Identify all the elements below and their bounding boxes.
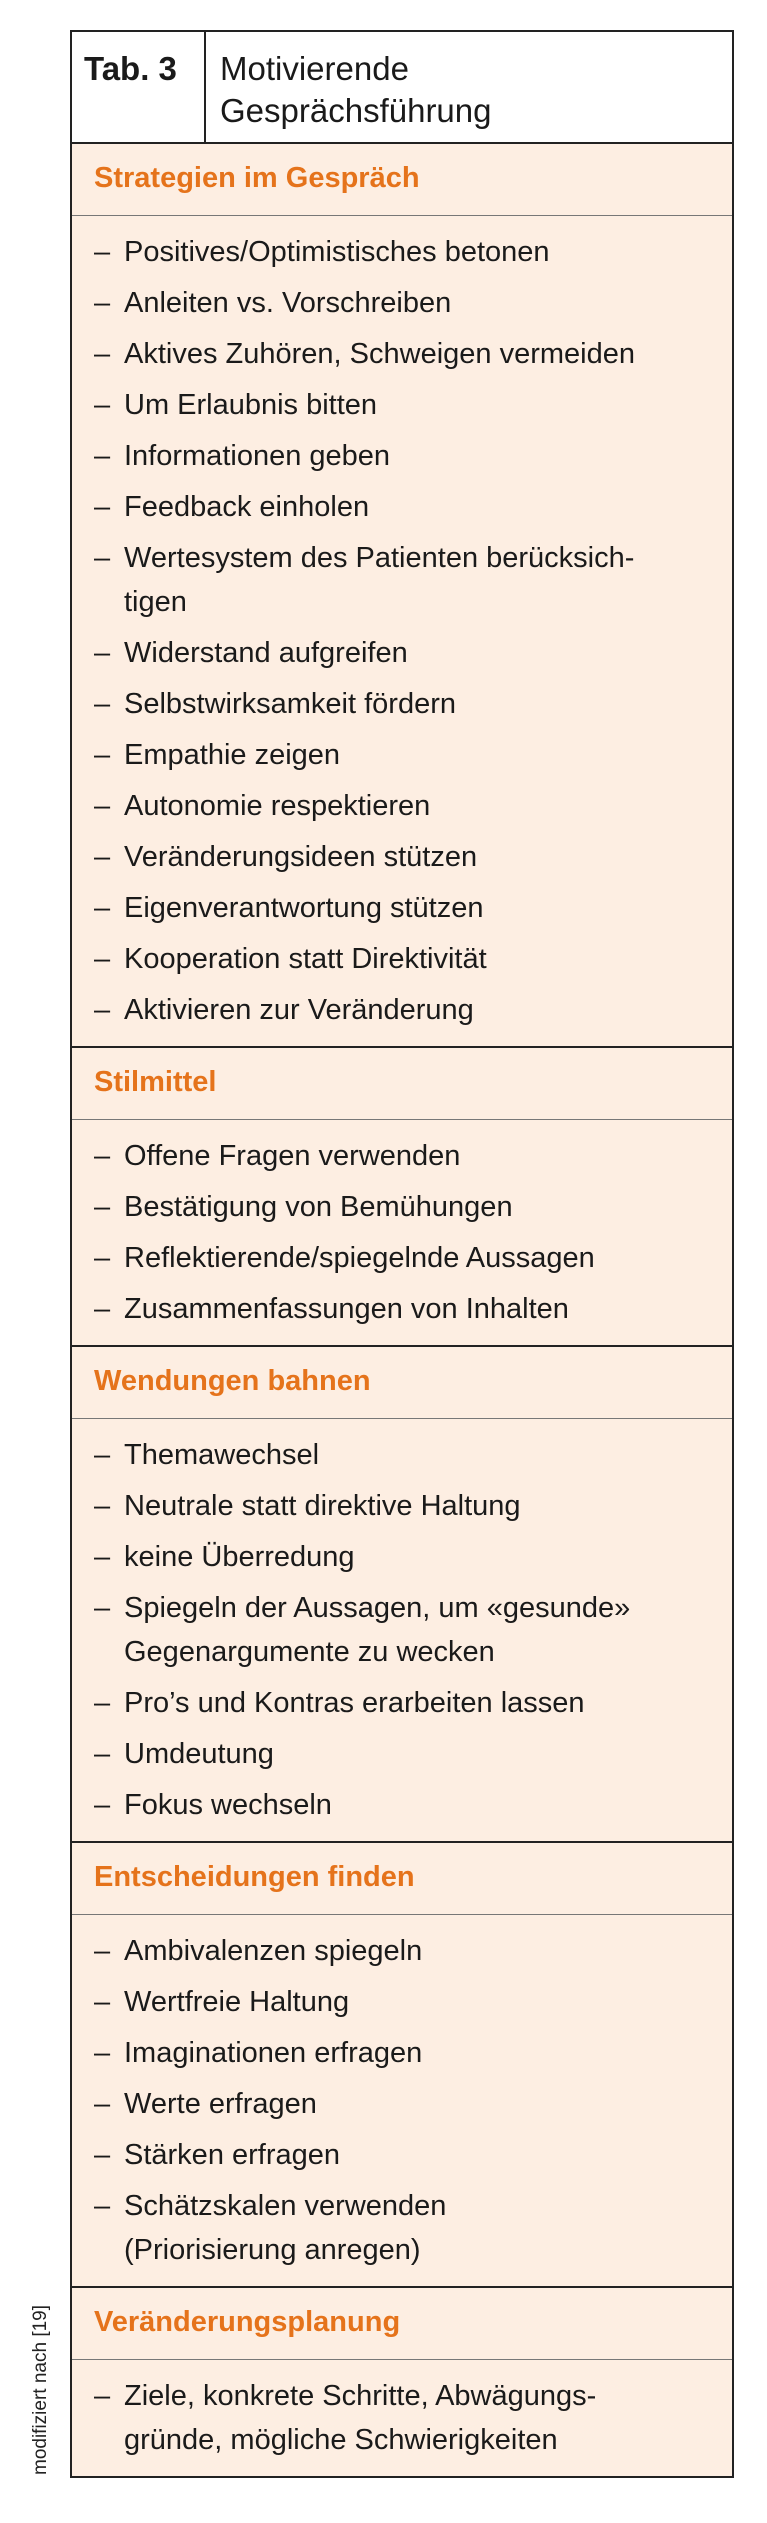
dash-bullet: – [94, 1986, 111, 2018]
list-item [72, 230, 732, 274]
list-item-text: Aktivieren zur Veränderung [124, 994, 474, 1026]
dash-bullet: – [94, 1592, 111, 1624]
list-item-text: Fokus wechseln [124, 1789, 332, 1821]
list-item-text: Bestätigung von Bemühungen [124, 1191, 513, 1223]
list-item-text: Imaginationen erfragen [124, 2037, 423, 2069]
list-item [72, 1236, 732, 1280]
section-heading: Veränderungsplanung [72, 2288, 732, 2360]
dash-bullet: – [94, 1439, 111, 1471]
section-body [72, 1915, 732, 2288]
list-item [72, 1929, 732, 1973]
list-item-text: Werte erfragen [124, 2088, 317, 2120]
list-item-text: Neutrale statt direktive Haltung [124, 1490, 521, 1522]
dash-bullet: – [94, 236, 111, 268]
list-item [72, 281, 732, 325]
dash-bullet: – [94, 287, 111, 319]
list-item [72, 536, 732, 624]
list-item-text: Empathie zeigen [124, 739, 341, 771]
dash-bullet: – [94, 2139, 111, 2171]
list-item [72, 1535, 732, 1579]
section-body [72, 216, 732, 1048]
dash-bullet: – [94, 2088, 111, 2120]
dash-bullet: – [94, 1687, 111, 1719]
list-item [72, 2184, 732, 2272]
dash-bullet: – [94, 491, 111, 523]
list-item [72, 1586, 732, 1674]
list-item-text: Wertfreie Haltung [124, 1986, 350, 2018]
list-item-text: Informationen geben [124, 440, 391, 472]
list-item-text: Spiegeln der Aussagen, um «gesunde» Gegenargumente zu wecken [124, 1592, 631, 1668]
dash-bullet: – [94, 637, 111, 669]
list-item [72, 1980, 732, 2024]
source-note: modifiziert nach [19] [30, 2304, 51, 2475]
dash-bullet: – [94, 2037, 111, 2069]
list-item [72, 1783, 732, 1827]
table [70, 30, 734, 2478]
list-item [72, 485, 732, 529]
list-item-text: Pro’s und Kontras erarbeiten lassen [124, 1687, 585, 1719]
dash-bullet: – [94, 542, 111, 574]
dash-bullet: – [94, 1738, 111, 1770]
list-item-text: Um Erlaubnis bitten [124, 389, 378, 421]
list-item-text: Feedback einholen [124, 491, 370, 523]
list-item-text: Widerstand aufgreifen [124, 637, 408, 669]
list-item-text: Stärken erfragen [124, 2139, 341, 2171]
list-item [72, 1484, 732, 1528]
list-item-text: Ziele, konkrete Schritte, Abwägungs- gründe, mögliche Schwierigkeiten [124, 2380, 597, 2456]
dash-bullet: – [94, 994, 111, 1026]
list-item-text: Eigenverantwortung stützen [124, 892, 484, 924]
list-item-text: Umdeutung [124, 1738, 274, 1770]
list-item [72, 2374, 732, 2462]
dash-bullet: – [94, 2190, 111, 2222]
list-item-text: Ambivalenzen spiegeln [124, 1935, 423, 1967]
dash-bullet: – [94, 1191, 111, 1223]
list-item-text: Selbstwirksamkeit fördern [124, 688, 456, 720]
table-title-line: Gesprächsführung [220, 92, 492, 129]
list-item-text: Themawechsel [124, 1439, 320, 1471]
list-item [72, 2133, 732, 2177]
list-item-text: Veränderungsideen stützen [124, 841, 478, 873]
list-item [72, 835, 732, 879]
list-item [72, 682, 732, 726]
list-item [72, 1287, 732, 1331]
dash-bullet: – [94, 338, 111, 370]
dash-bullet: – [94, 790, 111, 822]
dash-bullet: – [94, 389, 111, 421]
dash-bullet: – [94, 688, 111, 720]
list-item-text: Zusammenfassungen von Inhalten [124, 1293, 569, 1325]
list-item-text: Aktives Zuhören, Schweigen vermeiden [124, 338, 635, 370]
list-item [72, 988, 732, 1032]
dash-bullet: – [94, 1293, 111, 1325]
list-item [72, 1681, 732, 1725]
section-heading: Wendungen bahnen [72, 1347, 732, 1419]
list-item-text: Positives/Optimistisches betonen [124, 236, 550, 268]
dash-bullet: – [94, 892, 111, 924]
section-body [72, 1120, 732, 1347]
list-item [72, 2082, 732, 2126]
section-body [72, 2360, 732, 2476]
list-item-text: Reflektierende/spiegelnde Aussagen [124, 1242, 595, 1274]
dash-bullet: – [94, 943, 111, 975]
list-item [72, 886, 732, 930]
list-item-text: Offene Fragen verwenden [124, 1140, 461, 1172]
list-item [72, 937, 732, 981]
list-item-text: Autonomie respektieren [124, 790, 431, 822]
list-item [72, 784, 732, 828]
table-sections [72, 144, 732, 2476]
list-item [72, 383, 732, 427]
section-heading: Entscheidungen finden [72, 1843, 732, 1915]
list-item [72, 1732, 732, 1776]
section-heading: Stilmittel [72, 1048, 732, 1120]
table-header [72, 32, 732, 144]
dash-bullet: – [94, 2380, 111, 2412]
list-item-text: keine Überredung [124, 1541, 355, 1573]
table-title-line: Motivierende [220, 50, 409, 87]
dash-bullet: – [94, 1140, 111, 1172]
list-item-text: Kooperation statt Direktivität [124, 943, 487, 975]
list-item [72, 631, 732, 675]
section-heading: Strategien im Gespräch [72, 144, 732, 216]
table-title [206, 32, 732, 142]
dash-bullet: – [94, 1242, 111, 1274]
dash-bullet: – [94, 440, 111, 472]
list-item [72, 434, 732, 478]
list-item [72, 1134, 732, 1178]
list-item [72, 2031, 732, 2075]
dash-bullet: – [94, 1490, 111, 1522]
list-item [72, 1433, 732, 1477]
dash-bullet: – [94, 1541, 111, 1573]
list-item [72, 332, 732, 376]
list-item-text: Wertesystem des Patienten berücksich- tigen [124, 542, 635, 618]
dash-bullet: – [94, 1789, 111, 1821]
list-item-text: Anleiten vs. Vorschreiben [124, 287, 452, 319]
dash-bullet: – [94, 1935, 111, 1967]
list-item-text: Schätzskalen verwenden (Priorisierung anregen) [124, 2190, 447, 2266]
list-item [72, 733, 732, 777]
dash-bullet: – [94, 841, 111, 873]
list-item [72, 1185, 732, 1229]
section-body [72, 1419, 732, 1843]
dash-bullet: – [94, 739, 111, 771]
table-number: Tab. 3 [72, 32, 206, 142]
